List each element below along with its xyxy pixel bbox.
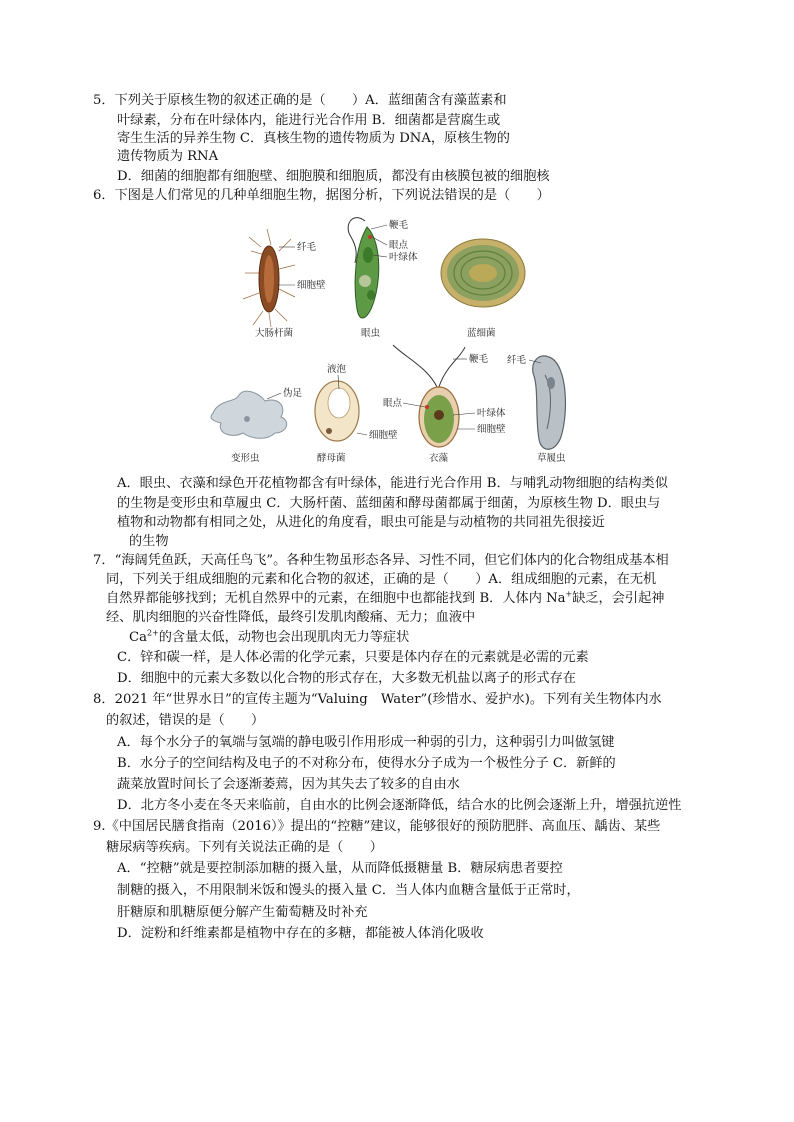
chlamydomonas-chloroplast-label: 叶绿体	[477, 408, 506, 419]
euglena-flagellum-label: 鞭毛	[389, 220, 409, 231]
q5-option-d: D．细菌的细胞都有细胞壁、细胞膜和细胞质，都没有由核膜包被的细胞核	[117, 169, 550, 184]
euglena-eyespot-label: 眼点	[389, 240, 409, 251]
yeast-wall-label: 细胞壁	[369, 430, 398, 441]
chlamydomonas-name: 衣藻	[429, 453, 449, 464]
ecoli-wall-label: 细胞壁	[297, 280, 326, 291]
amoeba-pseudopod-label: 伪足	[283, 388, 303, 399]
paramecium-name: 草履虫	[537, 453, 566, 464]
yeast-illustration	[315, 381, 359, 441]
q7-line-5: $Ca^{2+}$的含量太低，动物也会出现肌肉无力等症状	[129, 628, 410, 645]
amoeba-illustration	[211, 391, 287, 438]
yeast-vacuole-label: 液泡	[327, 364, 347, 375]
q7-line-3: 自然界都能够找到；无机自然界中的元素，在细胞中也都能找到 B．人体内 Na+缺乏，会引起神	[106, 589, 665, 606]
q8-line-4: B．水分子的空间结构及电子的不对称分布，使得水分子成为一个极性分子 C．新鲜的	[117, 756, 616, 771]
q9-line-2: 糖尿病等疾病。下列有关说法正确的是（ ）	[106, 840, 383, 855]
chlamydomonas-flagellum-label: 鞭毛	[469, 354, 489, 365]
yeast-name: 酵母菌	[317, 453, 346, 464]
q9-line-4: 制糖的摄入，不用限制米饭和馒头的摄入量 C．当人体内血糖含量低于正常时，	[117, 883, 580, 898]
q5-line-2: 叶绿素，分布在叶绿体内，能进行光合作用 B．细菌都是营腐生或	[117, 113, 501, 128]
euglena-name: 眼虫	[361, 328, 381, 339]
q8-option-a: A．每个水分子的氧端与氢端的静电吸引作用形成一种弱的引力，这种弱引力叫做氢键	[117, 735, 615, 750]
chlamydomonas-illustration	[393, 345, 465, 447]
q6-line-3: 植物和动物都有相同之处，从进化的角度看，眼虫可能是与动植物的共同祖先很接近	[117, 515, 605, 530]
q8-line-1: 8．2021 年“世界水日”的宣传主题为“Valuing Water”(珍惜水、爱护水)。下列有关生物体内水	[93, 692, 662, 707]
q6-line-2: 的生物是变形虫和草履虫 C．大肠杆菌、蓝细菌和酵母菌都属于细菌，为原核生物 D．眼虫与	[117, 496, 661, 511]
q8-line-5: 蔬菜放置时间长了会逐渐萎蔫，因为其失去了较多的自由水	[117, 777, 460, 792]
q9-line-5: 肝糖原和肌糖原便分解产生葡萄糖及时补充	[117, 905, 368, 920]
chlamydomonas-wall-label: 细胞壁	[477, 424, 506, 435]
euglena-illustration	[348, 218, 379, 318]
q6-line-1: A．眼虫、衣藻和绿色开花植物都含有叶绿体，能进行光合作用 B．与哺乳动物细胞的结构类似	[117, 476, 668, 491]
q5-line-1: 5．下列关于原核生物的叙述正确的是（ ）A．蓝细菌含有藻蓝素和	[93, 93, 507, 108]
q7-line-2: 同，下列关于组成细胞的元素和化合物的叙述，正确的是（ ）A．组成细胞的元素，在无机	[106, 572, 657, 587]
euglena-chloroplast-label: 叶绿体	[389, 252, 418, 263]
q5-line-4: 遗传物质为 RNA	[117, 149, 219, 164]
q7-option-c: C．锌和碳一样，是人体必需的化学元素，只要是体内存在的元素就是必需的元素	[117, 650, 589, 665]
cyanobacterium-name: 蓝细菌	[467, 328, 496, 339]
paramecium-cilia-label: 纤毛	[507, 355, 527, 366]
cyanobacterium-illustration	[441, 239, 525, 307]
chlamydomonas-eyespot-label: 眼点	[383, 398, 403, 409]
q9-line-3: A．“控糖”就是要控制添加糖的摄入量，从而降低摄糖量 B．糖尿病患者要控	[117, 861, 563, 876]
q6-stem: 6．下图是人们常见的几种单细胞生物，据图分析，下列说法错误的是（ ）	[93, 188, 550, 203]
q7-line-1: 7．“海阔凭鱼跃，天高任鸟飞”。各种生物虽形态各异、习性不同，但它们体内的化合物组成基本相	[93, 553, 669, 568]
ecoli-name: 大肠杆菌	[255, 328, 294, 339]
unicellular-organisms-figure	[205, 207, 575, 469]
q5-line-3: 寄生生活的异养生物 C．真核生物的遗传物质为 DNA，原核生物的	[117, 131, 510, 146]
q9-option-d: D．淀粉和纤维素都是植物中存在的多糖，都能被人体消化吸收	[117, 926, 484, 941]
q7-option-d: D．细胞中的元素大多数以化合物的形式存在，大多数无机盐以离子的形式存在	[117, 671, 576, 686]
q6-line-4: 的生物	[129, 534, 169, 549]
q7-line-4: 经、肌肉细胞的兴奋性降低，最终引发肌肉酸痛、无力；血液中	[106, 610, 476, 625]
q8-line-2: 的叙述，错误的是（ ）	[106, 713, 265, 728]
q8-option-d: D．北方冬小麦在冬天来临前，自由水的比例会逐渐降低，结合水的比例会逐渐上升，增强抗逆性	[117, 798, 682, 813]
paramecium-illustration	[533, 356, 566, 449]
q9-line-1: 9.《中国居民膳食指南（2016）》提出的“控糖”建议，能够很好的预防肥胖、高血压、龋齿、某些	[93, 819, 661, 834]
ecoli-cilia-label: 纤毛	[297, 242, 317, 253]
ecoli-illustration	[243, 229, 295, 327]
amoeba-name: 变形虫	[231, 453, 260, 464]
